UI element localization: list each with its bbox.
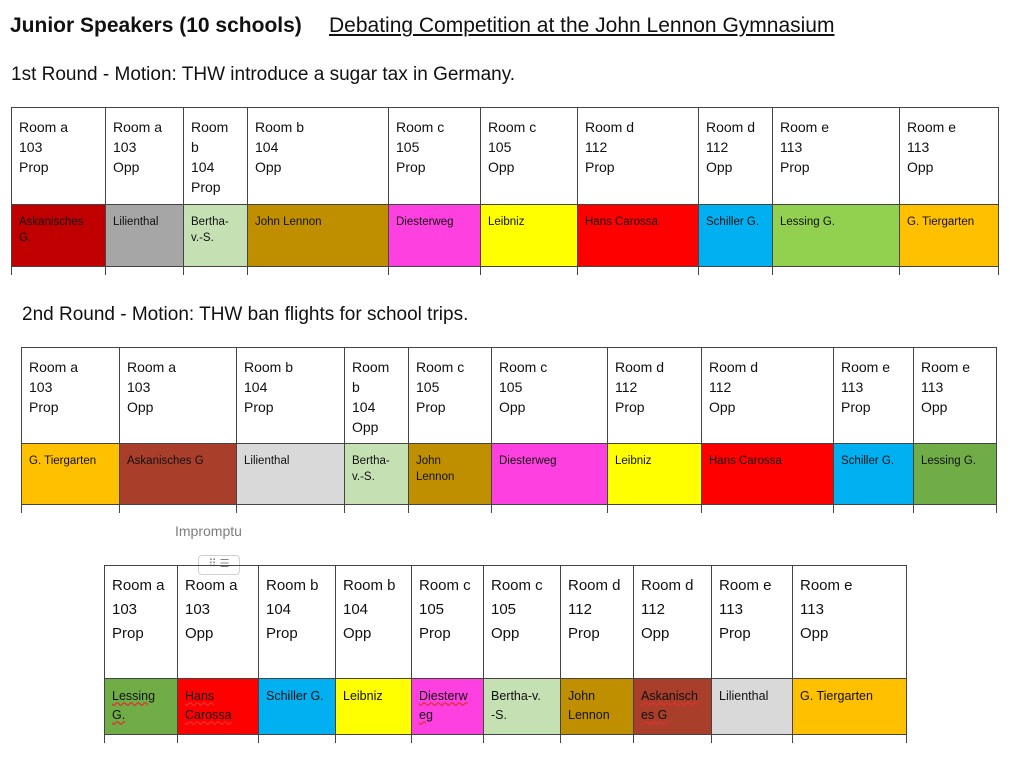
round2-table bbox=[21, 347, 997, 513]
school-cell[interactable] bbox=[345, 444, 409, 505]
room-header-text: Room a 103 Opp bbox=[185, 577, 238, 642]
room-header-text: Room b 104 Prop bbox=[244, 359, 294, 415]
school-cell[interactable] bbox=[12, 205, 106, 267]
room-header bbox=[389, 108, 481, 205]
spacer-cell bbox=[12, 267, 106, 276]
school-name: G. Tiergarten bbox=[800, 689, 873, 703]
school-name: Askanisch es G bbox=[641, 689, 698, 722]
school-name: Lilienthal bbox=[244, 455, 290, 467]
room-header-text: Room c 105 Prop bbox=[416, 359, 465, 415]
room-header-text: Room d 112 Opp bbox=[709, 359, 759, 415]
spacer-cell bbox=[259, 735, 336, 744]
room-header-text: Room e 113 Prop bbox=[841, 359, 891, 415]
room-header bbox=[409, 348, 492, 444]
school-cell[interactable] bbox=[120, 444, 237, 505]
school-cell[interactable] bbox=[492, 444, 608, 505]
school-cell[interactable] bbox=[793, 679, 907, 735]
school-name: Leibniz bbox=[488, 216, 525, 228]
room-header-text: Room e 113 Prop bbox=[780, 119, 830, 175]
room-header-text: Room e 113 Prop bbox=[719, 577, 772, 642]
room-header-text: Room c 105 Opp bbox=[499, 359, 548, 415]
room-header-text: Room b 104 Opp bbox=[343, 577, 396, 642]
room-header bbox=[492, 348, 608, 444]
school-name: Lessing G. bbox=[780, 216, 835, 228]
spacer-cell bbox=[481, 267, 578, 276]
page-title: Debating Competition at the John Lennon Gymnasium bbox=[329, 14, 835, 37]
room-header bbox=[120, 348, 237, 444]
spacer-cell bbox=[106, 267, 184, 276]
school-name: John Lennon bbox=[568, 689, 610, 722]
round1-motion: 1st Round - Motion: THW introduce a sugar tax in Germany. bbox=[11, 64, 516, 85]
spacer-cell bbox=[773, 267, 900, 276]
room-header-text: Room b 104 Prop bbox=[266, 577, 319, 642]
spacer-cell bbox=[900, 267, 999, 276]
room-header bbox=[699, 108, 773, 205]
room-header bbox=[702, 348, 834, 444]
room-header-text: Room d 112 Prop bbox=[568, 577, 621, 642]
spacer-cell bbox=[178, 735, 259, 744]
spacer-cell bbox=[336, 735, 412, 744]
room-header-text: Room e 113 Opp bbox=[921, 359, 971, 415]
school-cell[interactable] bbox=[484, 679, 561, 735]
school-cell[interactable] bbox=[608, 444, 702, 505]
school-cell[interactable] bbox=[237, 444, 345, 505]
room-header bbox=[561, 566, 634, 679]
spacer-cell bbox=[237, 505, 345, 514]
room-header bbox=[106, 108, 184, 205]
room-header-text: Room c 105 Prop bbox=[419, 577, 471, 642]
room-header-text: Room e 113 Opp bbox=[800, 577, 853, 642]
school-cell[interactable] bbox=[389, 205, 481, 267]
school-name: John Lennon bbox=[255, 216, 322, 228]
school-cell[interactable] bbox=[712, 679, 793, 735]
school-name: Diesterweg bbox=[396, 216, 454, 228]
room-header bbox=[712, 566, 793, 679]
round1-table bbox=[11, 107, 999, 275]
spacer-cell bbox=[345, 505, 409, 514]
room-header bbox=[345, 348, 409, 444]
school-name: Askanisches G. bbox=[19, 216, 84, 244]
school-name: G. Tiergarten bbox=[29, 455, 97, 467]
school-name: Bertha- v.-S. bbox=[191, 216, 229, 244]
school-cell[interactable] bbox=[900, 205, 999, 267]
school-cell[interactable] bbox=[184, 205, 248, 267]
school-cell[interactable] bbox=[259, 679, 336, 735]
school-name: Bertha- v.-S. bbox=[352, 455, 390, 483]
room-header-text: Room a 103 Prop bbox=[112, 577, 165, 642]
competition-category: Junior Speakers (10 schools) bbox=[10, 14, 302, 37]
school-name: Schiller G. bbox=[266, 689, 324, 703]
room-header-text: Room d 112 Opp bbox=[706, 119, 756, 175]
room-header bbox=[914, 348, 997, 444]
room-header-text: Room c 105 Prop bbox=[396, 119, 445, 175]
room-header bbox=[259, 566, 336, 679]
school-name: Diesterweg bbox=[499, 455, 557, 467]
room-header bbox=[412, 566, 484, 679]
school-name: Schiller G. bbox=[706, 216, 760, 228]
room-header bbox=[793, 566, 907, 679]
spacer-cell bbox=[702, 505, 834, 514]
room-header bbox=[900, 108, 999, 205]
spacer-cell bbox=[793, 735, 907, 744]
room-header-text: Room e 113 Opp bbox=[907, 119, 957, 175]
spacer-cell bbox=[184, 267, 248, 276]
room-header bbox=[481, 108, 578, 205]
school-cell[interactable] bbox=[248, 205, 389, 267]
spacer-cell bbox=[699, 267, 773, 276]
room-header bbox=[22, 348, 120, 444]
spacer-cell bbox=[914, 505, 997, 514]
room-header bbox=[248, 108, 389, 205]
room-header bbox=[834, 348, 914, 444]
spacer-cell bbox=[412, 735, 484, 744]
school-cell[interactable] bbox=[702, 444, 834, 505]
room-header bbox=[178, 566, 259, 679]
spacer-cell bbox=[248, 267, 389, 276]
room-header bbox=[336, 566, 412, 679]
school-cell[interactable] bbox=[578, 205, 699, 267]
school-cell[interactable] bbox=[481, 205, 578, 267]
school-cell[interactable] bbox=[412, 679, 484, 735]
room-header-text: Room b 104 Opp bbox=[255, 119, 305, 175]
impromptu-table bbox=[104, 565, 907, 743]
school-name: Leibniz bbox=[343, 689, 383, 703]
room-header bbox=[105, 566, 178, 679]
spacer-cell bbox=[105, 735, 178, 744]
school-cell[interactable] bbox=[409, 444, 492, 505]
school-name: Lessing G. bbox=[112, 689, 156, 722]
school-cell[interactable] bbox=[178, 679, 259, 735]
spacer-cell bbox=[409, 505, 492, 514]
room-header-text: Room d 112 Prop bbox=[585, 119, 635, 175]
spacer-cell bbox=[120, 505, 237, 514]
school-cell[interactable] bbox=[106, 205, 184, 267]
spacer-cell bbox=[389, 267, 481, 276]
spacer-cell bbox=[634, 735, 712, 744]
spacer-cell bbox=[22, 505, 120, 514]
room-header bbox=[608, 348, 702, 444]
spacer-cell bbox=[834, 505, 914, 514]
school-name: Lilienthal bbox=[113, 216, 159, 228]
school-name: G. Tiergarten bbox=[907, 216, 975, 228]
spacer-cell bbox=[484, 735, 561, 744]
spacer-cell bbox=[492, 505, 608, 514]
room-header-text: Room b 104 Opp bbox=[352, 359, 390, 435]
spacer-cell bbox=[561, 735, 634, 744]
school-name: Diesterw eg bbox=[419, 689, 468, 722]
table-menu-icon: ☰ bbox=[219, 558, 230, 570]
school-name: John Lennon bbox=[416, 455, 455, 483]
school-name: Lilienthal bbox=[719, 689, 769, 703]
room-header bbox=[184, 108, 248, 205]
room-header-text: Room a 103 Opp bbox=[127, 359, 177, 415]
room-header bbox=[12, 108, 106, 205]
room-header-text: Room a 103 Opp bbox=[113, 119, 163, 175]
room-header bbox=[773, 108, 900, 205]
room-header-text: Room d 112 Prop bbox=[615, 359, 665, 415]
room-header-text: Room c 105 Opp bbox=[491, 577, 543, 642]
room-header-text: Room a 103 Prop bbox=[29, 359, 79, 415]
drag-dots-icon: ⠿ bbox=[208, 558, 217, 570]
school-cell[interactable] bbox=[699, 205, 773, 267]
room-header-text: Room c 105 Opp bbox=[488, 119, 537, 175]
school-name: Lessing G. bbox=[921, 455, 976, 467]
school-cell[interactable] bbox=[105, 679, 178, 735]
room-header bbox=[634, 566, 712, 679]
room-header bbox=[237, 348, 345, 444]
school-name: Hans Carossa bbox=[585, 216, 658, 228]
school-name: Schiller G. bbox=[841, 455, 895, 467]
school-cell[interactable] bbox=[634, 679, 712, 735]
school-cell[interactable] bbox=[914, 444, 997, 505]
school-cell[interactable] bbox=[336, 679, 412, 735]
school-name: Hans Carossa bbox=[185, 689, 232, 722]
school-name: Bertha-v. -S. bbox=[491, 689, 541, 722]
room-header-text: Room a 103 Prop bbox=[19, 119, 69, 175]
room-header-text: Room d 112 Opp bbox=[641, 577, 694, 642]
school-cell[interactable] bbox=[561, 679, 634, 735]
spacer-cell bbox=[608, 505, 702, 514]
school-name: Askanisches G bbox=[127, 455, 204, 467]
spacer-cell bbox=[712, 735, 793, 744]
round2-motion: 2nd Round - Motion: THW ban flights for school trips. bbox=[22, 304, 469, 325]
school-cell[interactable] bbox=[22, 444, 120, 505]
impromptu-label: Impromptu bbox=[175, 523, 242, 539]
school-cell[interactable] bbox=[834, 444, 914, 505]
room-header bbox=[578, 108, 699, 205]
school-cell[interactable] bbox=[773, 205, 900, 267]
room-header bbox=[484, 566, 561, 679]
school-name: Leibniz bbox=[615, 455, 652, 467]
room-header-text: Room b 104 Prop bbox=[191, 119, 229, 195]
school-name: Hans Carossa bbox=[709, 455, 782, 467]
spacer-cell bbox=[578, 267, 699, 276]
